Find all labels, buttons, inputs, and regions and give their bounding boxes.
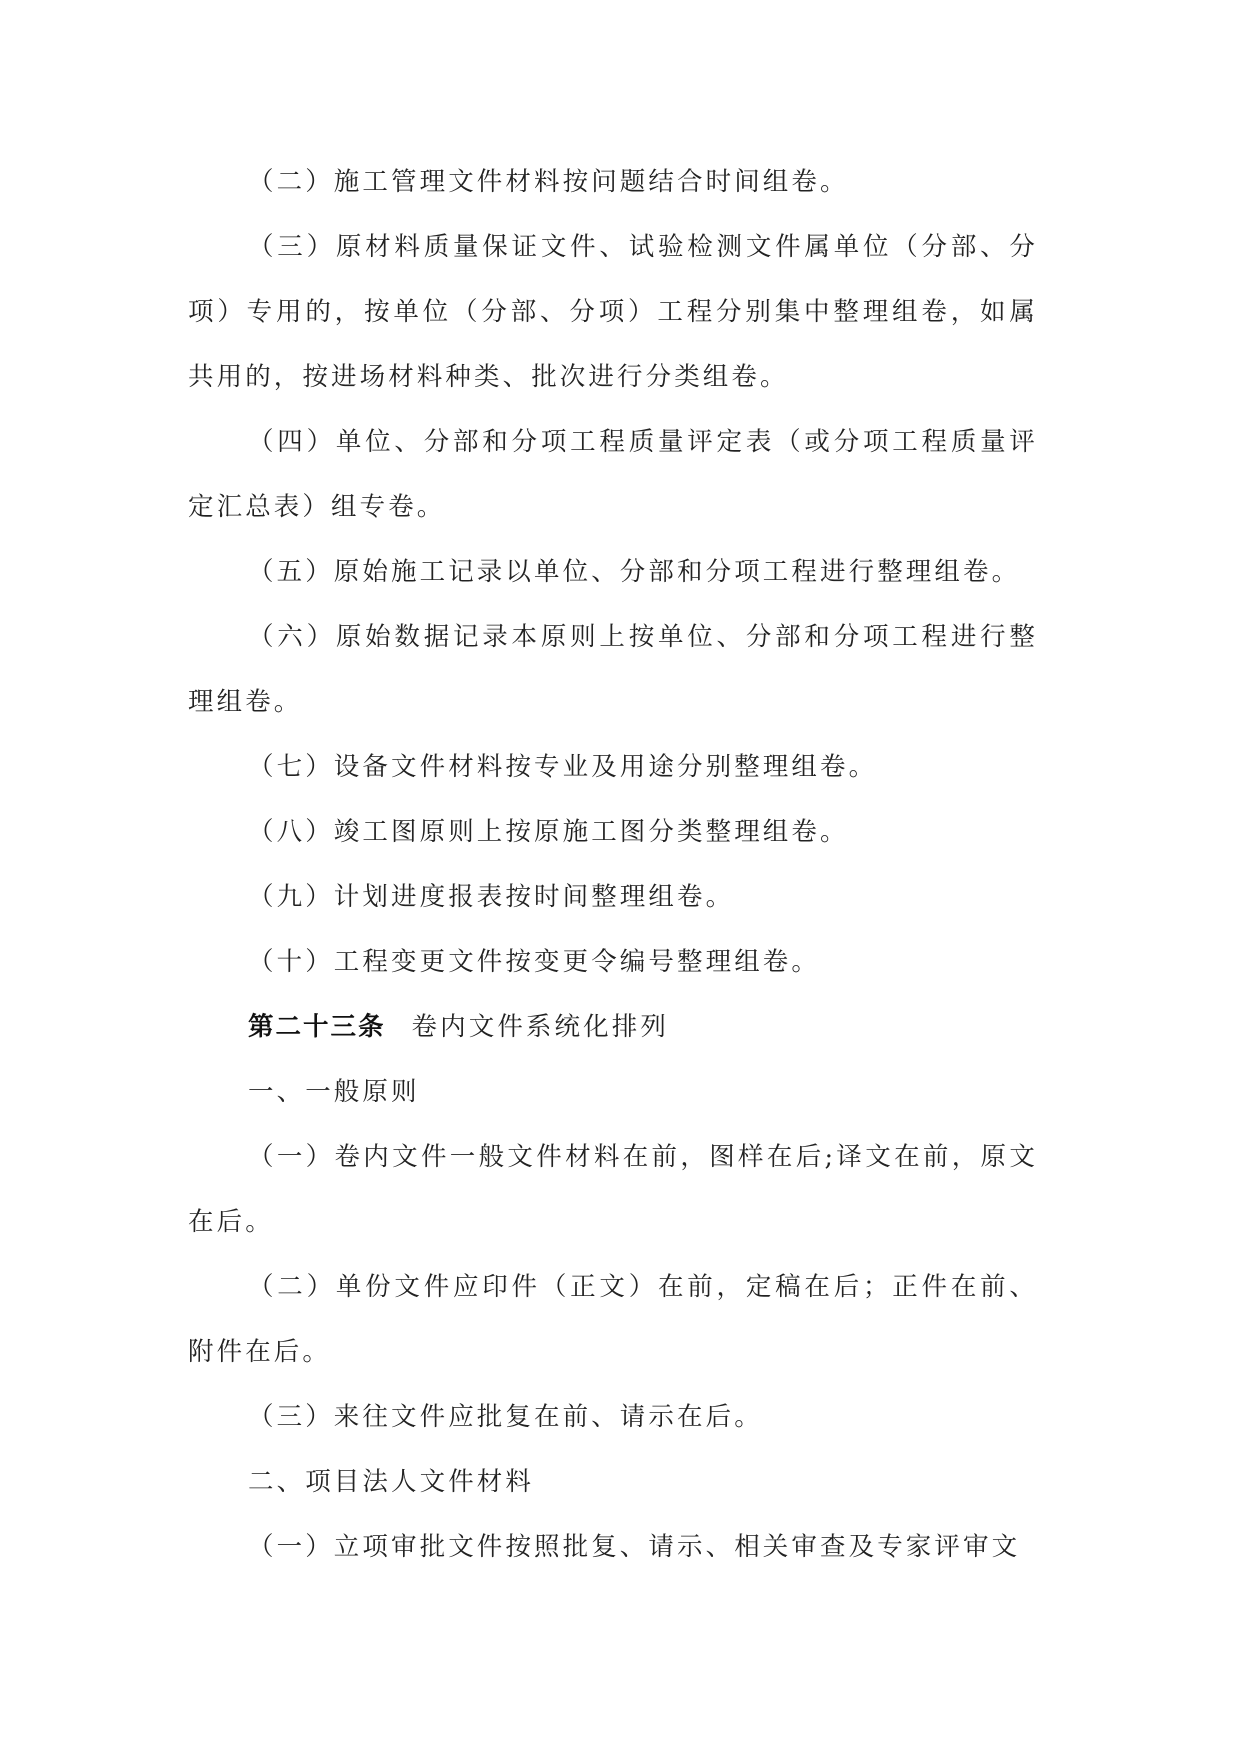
paragraph: （三）原材料质量保证文件、试验检测文件属单位（分部、分项）专用的，按单位（分部、分项）工程分别集中整理组卷，如属共用的，按进场材料种类、批次进行分类组卷。: [188, 232, 1038, 392]
paragraph: （二）施工管理文件材料按问题结合时间组卷。: [248, 167, 849, 197]
paragraph: （七）设备文件材料按专业及用途分别整理组卷。: [248, 752, 878, 782]
article-heading: [188, 995, 1038, 1060]
section-heading: 一、一般原则: [248, 1077, 420, 1107]
paragraph: （九）计划进度报表按时间整理组卷。: [248, 882, 735, 912]
paragraph: （五）原始施工记录以单位、分部和分项工程进行整理组卷。: [248, 557, 1021, 587]
paragraph: （一）卷内文件一般文件材料在前，图样在后;译文在前，原文在后。: [188, 1142, 1038, 1237]
document-body: [188, 150, 1038, 1580]
section-heading: 二、项目法人文件材料: [248, 1467, 535, 1497]
article-title: 卷内文件系统化排列: [411, 1012, 669, 1042]
paragraph: （八）竣工图原则上按原施工图分类整理组卷。: [248, 817, 849, 847]
paragraph: （三）来往文件应批复在前、请示在后。: [248, 1402, 763, 1432]
paragraph: （四）单位、分部和分项工程质量评定表（或分项工程质量评定汇总表）组专卷。: [188, 427, 1038, 522]
paragraph: （二）单份文件应印件（正文）在前，定稿在后；正件在前、附件在后。: [188, 1272, 1038, 1367]
paragraph: （十）工程变更文件按变更令编号整理组卷。: [248, 947, 821, 977]
paragraph: （六）原始数据记录本原则上按单位、分部和分项工程进行整理组卷。: [188, 622, 1038, 717]
article-number: 第二十三条: [248, 1012, 386, 1042]
paragraph: （一）立项审批文件按照批复、请示、相关审查及专家评审文: [248, 1532, 1021, 1562]
